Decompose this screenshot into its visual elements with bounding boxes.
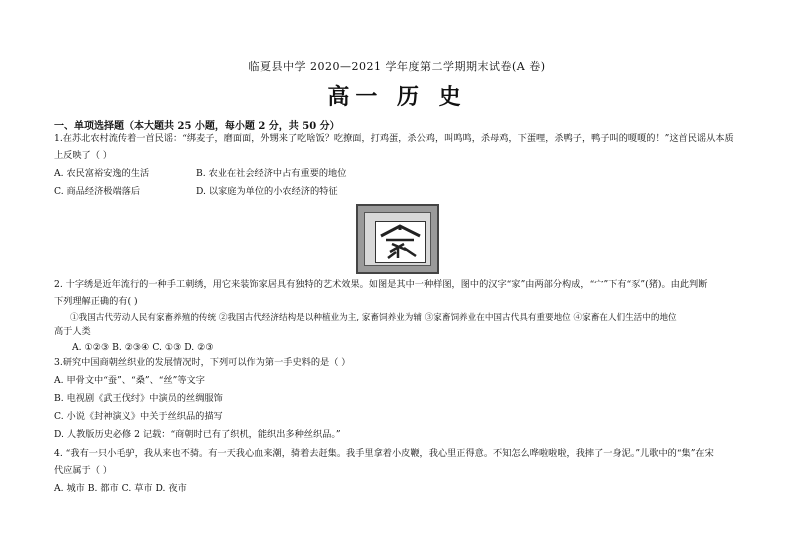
q4-options: A. 城市 B. 都市 C. 草市 D. 夜市 bbox=[54, 483, 187, 494]
section-heading: 一、单项选择题（本大题共 25 小题，每小题 2 分，共 50 分） bbox=[54, 121, 340, 132]
q2-options: A. ①②③ B. ②③④ C. ①③ D. ②③ bbox=[72, 342, 214, 353]
jia-character-icon bbox=[376, 222, 425, 262]
q1-option-c: C. 商品经济极端落后 bbox=[54, 186, 141, 197]
q4-stem-line2: 代应属于（ ） bbox=[54, 465, 113, 476]
q2-statements: ①我国古代劳动人民有家畜养殖的传统 ②我国古代经济结构是以种植业为主, 家畜饲养业为辅 ③家畜饲养业在中国古代具有重要地位 ④家畜在人们生活中的地位 bbox=[70, 313, 677, 323]
q1-stem-line2: 上反映了（ ） bbox=[54, 150, 113, 161]
q3-option-c: C. 小说《封神演义》中关于丝织品的描写 bbox=[54, 411, 223, 422]
q1-option-a: A. 农民富裕安逸的生活 bbox=[54, 168, 150, 179]
q1-option-b: B. 农业在社会经济中占有重要的地位 bbox=[196, 168, 347, 179]
q3-option-b: B. 电视剧《武王伐纣》中演员的丝绸服饰 bbox=[54, 393, 223, 404]
q1-option-d: D. 以家庭为单位的小农经济的特征 bbox=[196, 186, 338, 197]
cross-stitch-image bbox=[356, 204, 439, 274]
q2-stem-line2: 下列理解正确的有( ) bbox=[54, 296, 138, 307]
q3-option-a: A. 甲骨文中“蚕”、“桑”、“丝”等文字 bbox=[54, 375, 205, 386]
q2-statements-cont: 高于人类 bbox=[54, 326, 91, 337]
q2-stem-line1: 2. 十字绣是近年流行的一种手工刺绣，用它来装饰家居具有独特的艺术效果。如图是其中一种样图，图中的汉字“家”由两部分构成，“宀”下有“豕”(猪)。由此判断 bbox=[54, 279, 708, 290]
q4-stem-line1: 4. “我有一只小毛驴，我从来也不骑。有一天我心血来潮，骑着去赶集。我手里拿着小皮鞭，我心里正得意。不知怎么哗啦啦啦，我摔了一身泥。”儿歌中的“集”在宋 bbox=[54, 448, 714, 459]
subject-title: 高一 历 史 bbox=[327, 84, 467, 110]
q3-stem: 3.研究中国商朝丝织业的发展情况时，下列可以作为第一手史料的是（ ） bbox=[54, 357, 351, 368]
q3-option-d: D. 人教版历史必修 2 记载：“商朝时已有了织机，能织出多种丝织品。” bbox=[54, 429, 341, 440]
exam-title: 临夏县中学 2020—2021 学年度第二学期期末试卷(A 卷) bbox=[248, 60, 546, 73]
q1-stem-line1: 1.在苏北农村流传着一首民谣：“绑麦子，磨面面，外甥来了吃啥饭？吃撩面，打鸡蛋，杀公鸡，叫鸣鸣，杀母鸡，下蛋哩，杀鸭子，鸭子叫的嗄嗄的！”这首民谣从本质 bbox=[54, 133, 734, 144]
